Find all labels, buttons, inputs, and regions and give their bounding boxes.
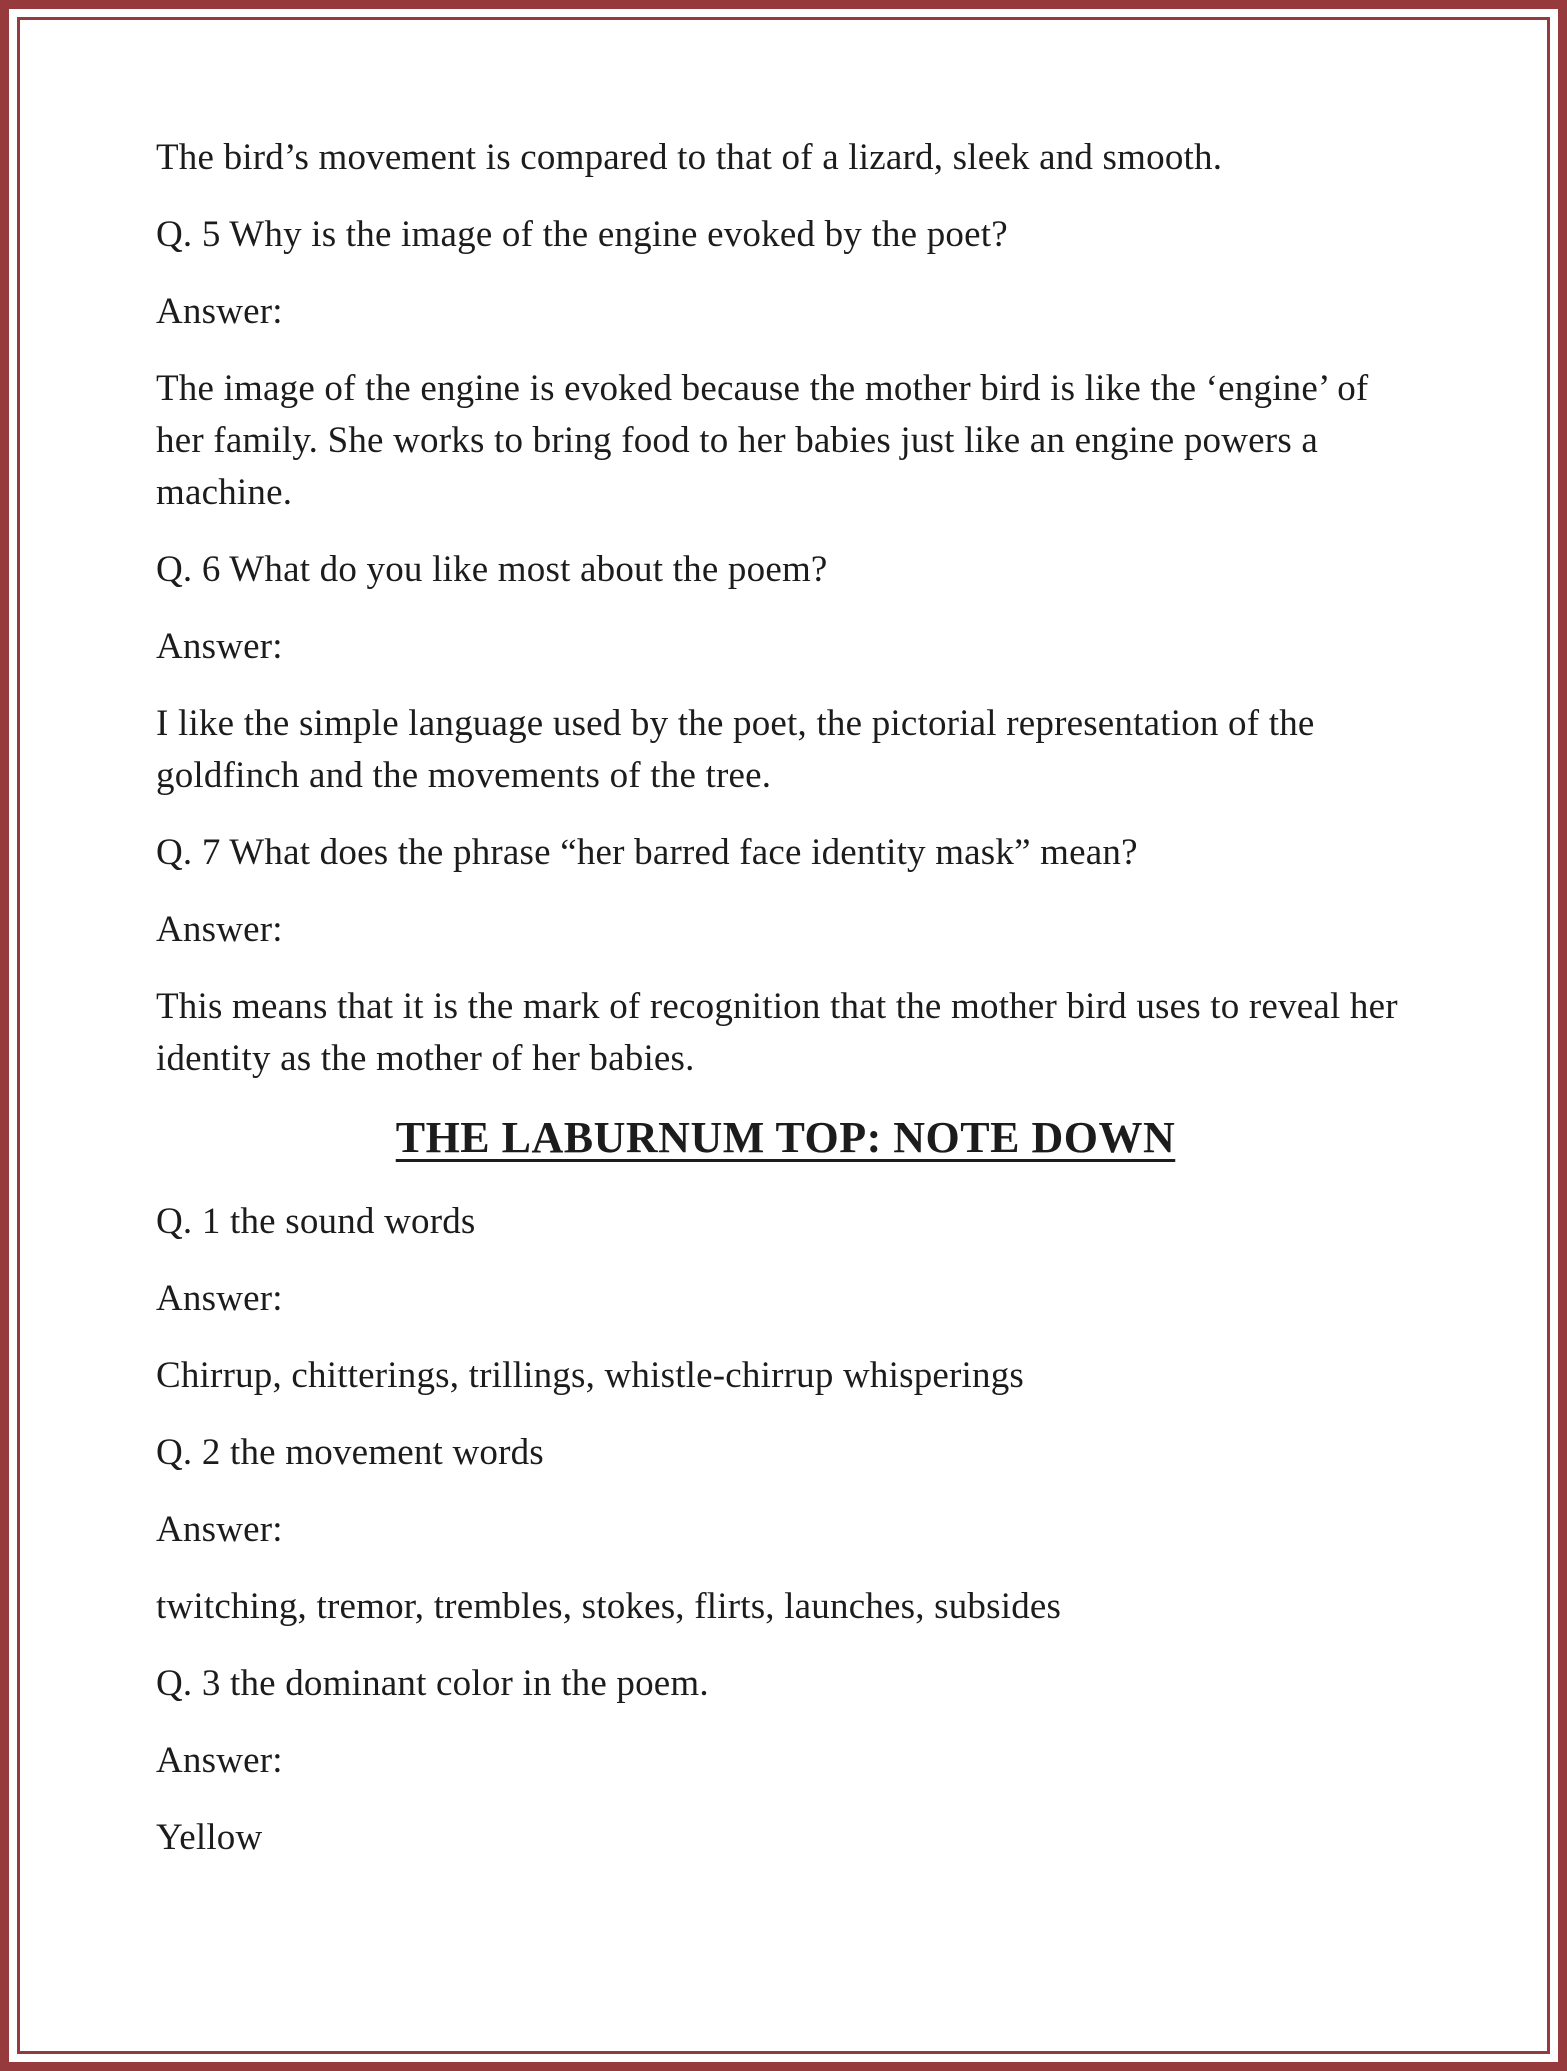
answer-label-q3: Answer:	[156, 1740, 283, 1781]
question-3-dominant-color: Q. 3 the dominant color in the poem.	[156, 1663, 709, 1704]
answer-label-q6: Answer:	[156, 626, 283, 667]
answer-label-q2: Answer:	[156, 1509, 283, 1550]
answer-text-q2: twitching, tremor, trembles, stokes, flirts, launches, subsides	[156, 1586, 1062, 1627]
question-6: Q. 6 What do you like most about the poem?	[156, 549, 828, 590]
paragraph-lizard-comparison: The bird’s movement is compared to that of a lizard, sleek and smooth.	[156, 137, 1223, 178]
answer-text-q6: I like the simple language used by the poet, the pictorial representation of the goldfinch and the movements of the tree.	[156, 703, 1315, 796]
answer-label-q5: Answer:	[156, 291, 283, 332]
answer-text-q3: Yellow	[156, 1817, 263, 1858]
section-heading-text: THE LABURNUM TOP: NOTE DOWN	[395, 1113, 1176, 1162]
answer-label-q7: Answer:	[156, 909, 283, 950]
answer-text-q1: Chirrup, chitterings, trillings, whistle-chirrup whisperings	[156, 1355, 1025, 1396]
answer-label-q1: Answer:	[156, 1278, 283, 1319]
question-7: Q. 7 What does the phrase “her barred face identity mask” mean?	[156, 832, 1138, 873]
page-border-inner	[17, 17, 1550, 2054]
question-1-sound-words: Q. 1 the sound words	[156, 1201, 476, 1242]
question-2-movement-words: Q. 2 the movement words	[156, 1432, 544, 1473]
answer-text-q5: The image of the engine is evoked because the mother bird is like the ‘engine’ of her family. She works to bring food to her babies just like an engine powers a machine.	[156, 368, 1369, 513]
answer-text-q7: This means that it is the mark of recognition that the mother bird uses to reveal her identity as the mother of her babies.	[156, 986, 1398, 1079]
section-heading	[156, 1110, 1415, 1166]
document-body	[156, 132, 1415, 1864]
question-5: Q. 5 Why is the image of the engine evoked by the poet?	[156, 214, 1008, 255]
